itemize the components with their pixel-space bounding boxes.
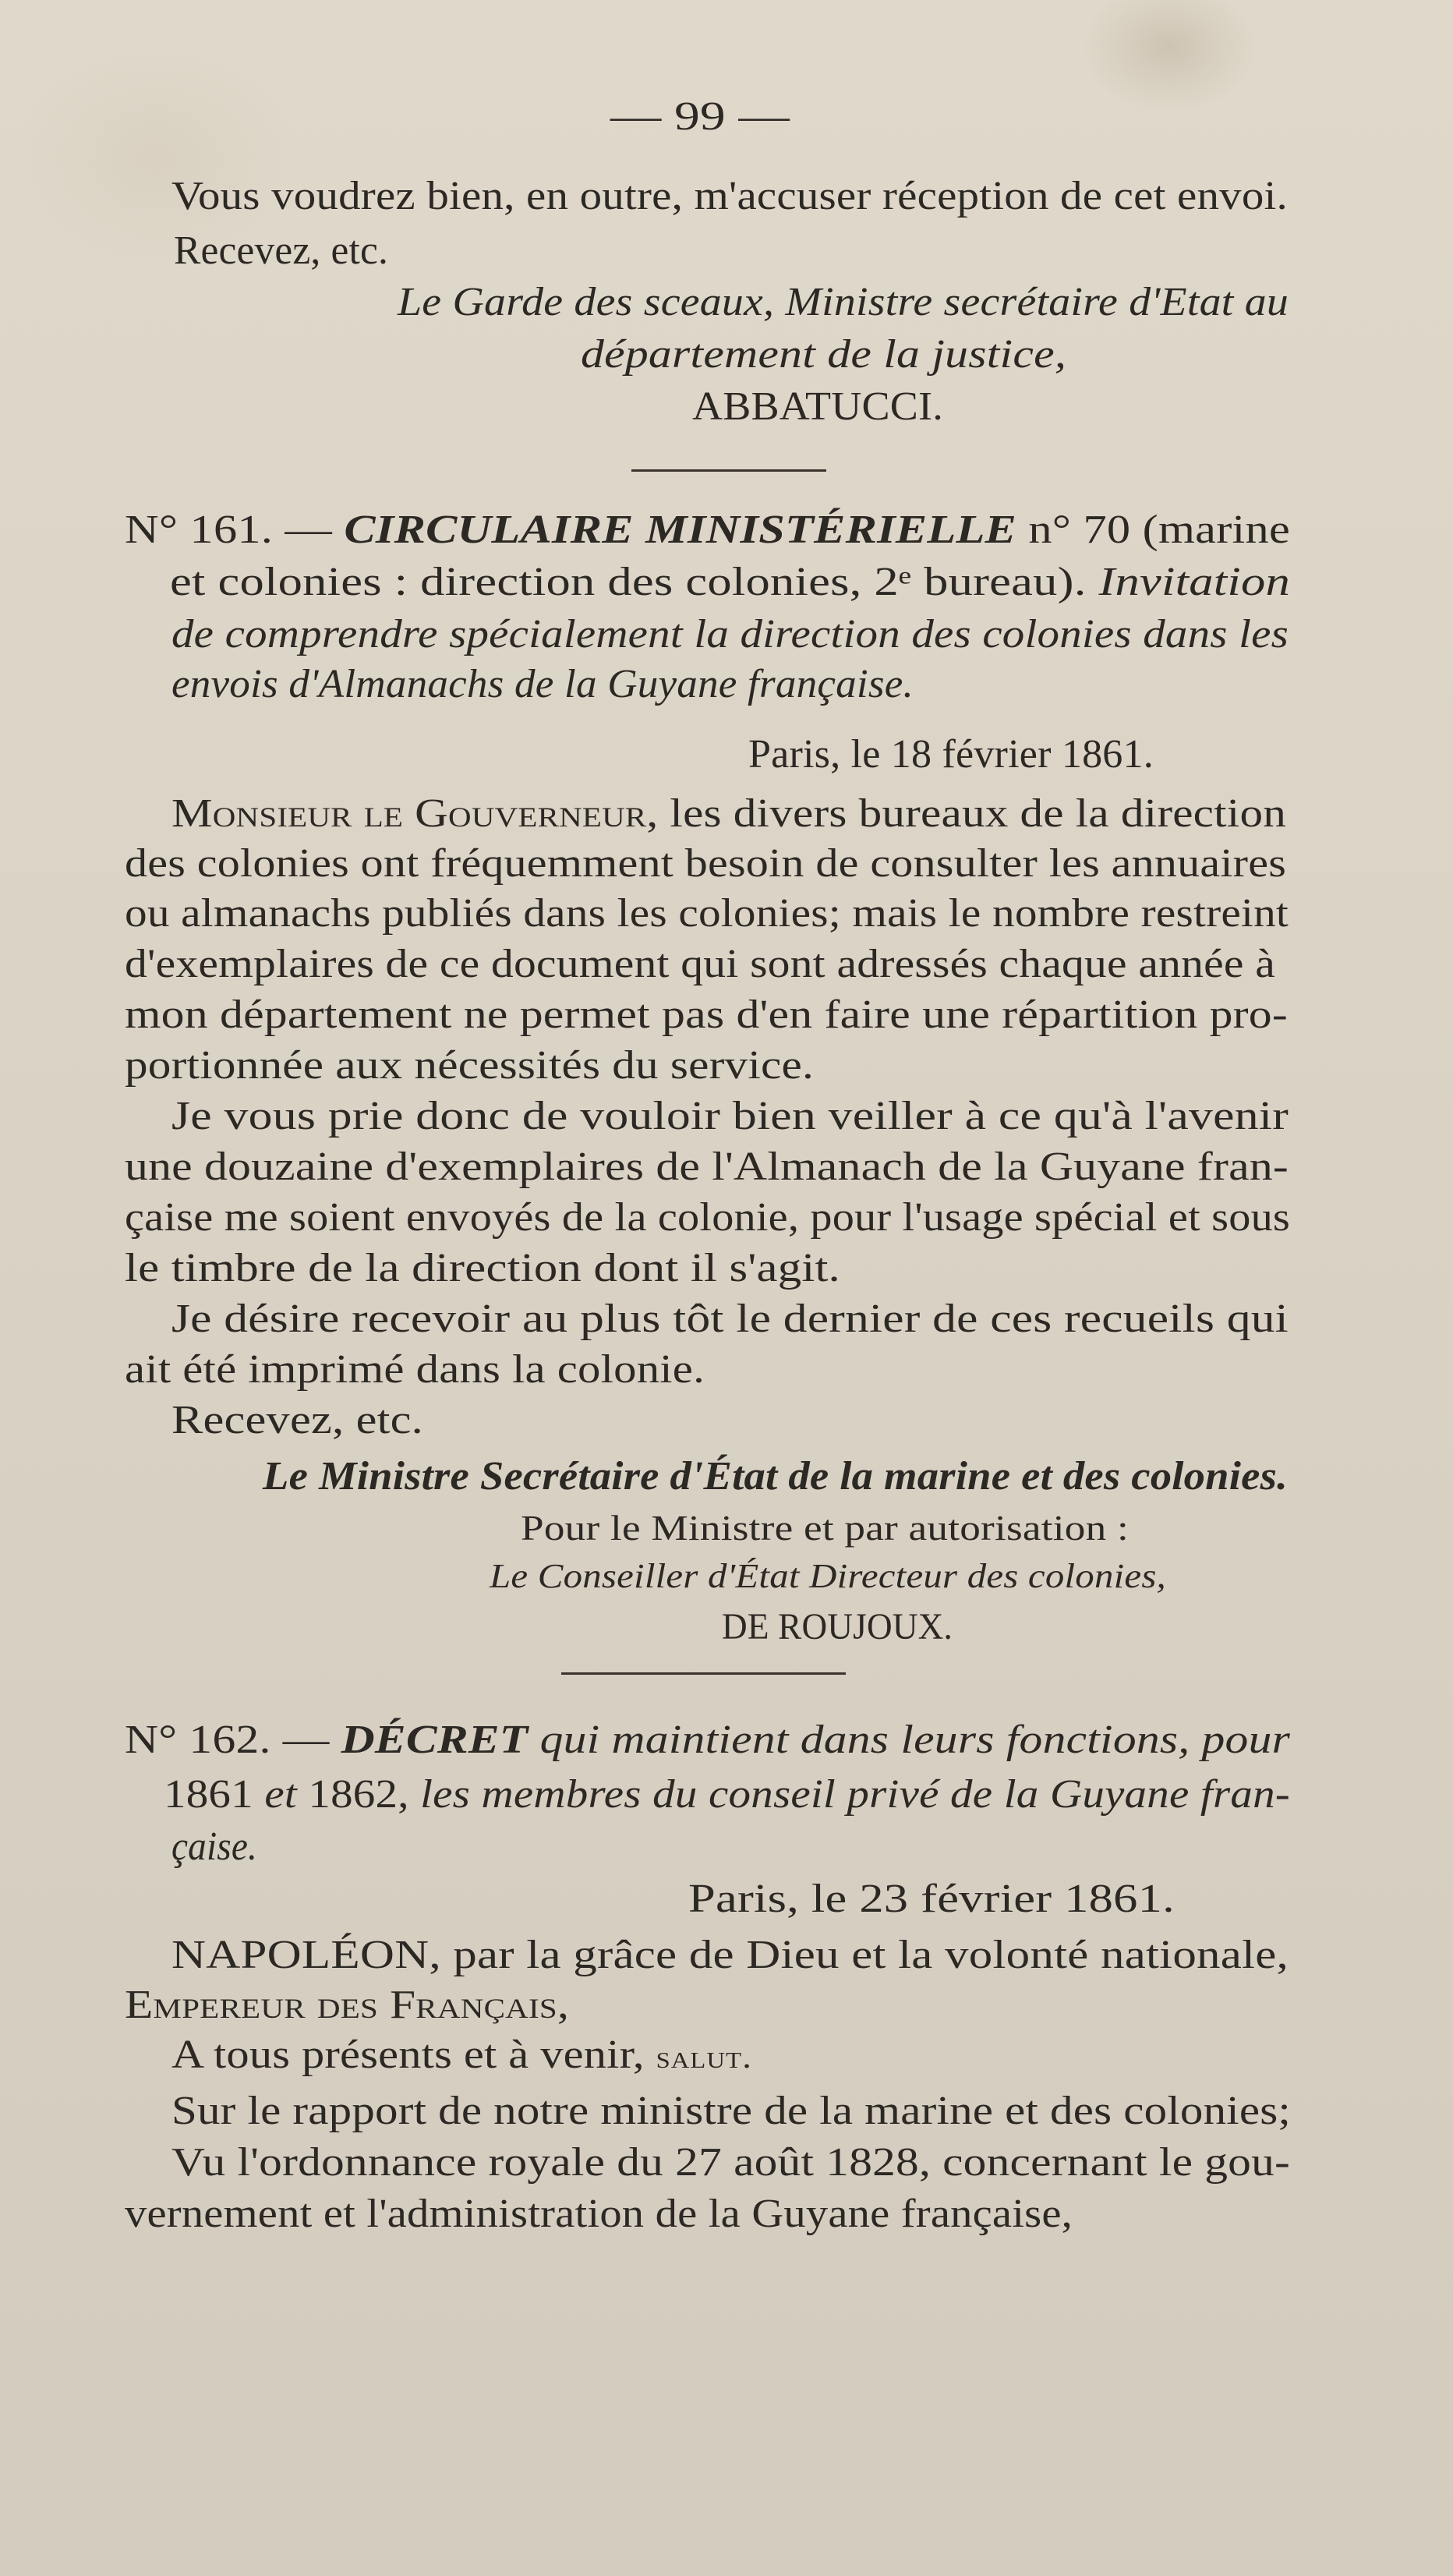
heading-rest: n° 70 (marine	[1028, 508, 1290, 552]
text-line: Vu l'ordonnance royale du 27 août 1828, concernant le gou-	[171, 2140, 1290, 2185]
heading-plain: et colonies : direction des colonies, 2ᵉ bureau).	[170, 560, 1087, 604]
text-line: Recevez, etc.	[174, 228, 388, 273]
text-line: vernement et l'administration de la Guyane française,	[125, 2192, 1073, 2236]
signature-name: DE ROUJOUX.	[722, 1606, 953, 1647]
date-line: Paris, le 18 février 1861.	[748, 732, 1154, 777]
text-line: portionnée aux nécessités du service.	[125, 1043, 814, 1088]
text-line: Je désire recevoir au plus tôt le dernier de ces recueils qui	[171, 1297, 1289, 1341]
date-line: Paris, le 23 février 1861.	[688, 1877, 1175, 1921]
section-heading: envois d'Almanachs de la Guyane française.	[171, 662, 914, 706]
text-line: d'exemplaires de ce document qui sont adressés chaque année à	[125, 942, 1275, 986]
signature-title: Pour le Ministre et par autorisation :	[521, 1508, 1129, 1548]
section-heading: N° 162. — DÉCRET qui maintient dans leurs fonctions, pour	[125, 1718, 1290, 1762]
separator-rule	[561, 1672, 846, 1675]
signature-name: ABBATUCCI.	[692, 384, 943, 429]
section-heading: de comprendre spécialement la direction des colonies dans les	[171, 612, 1289, 656]
text-line: NAPOLÉON, par la grâce de Dieu et la volonté nationale,	[171, 1933, 1289, 1977]
text-line: ou almanachs publiés dans les colonies; mais le nombre restreint	[125, 891, 1289, 936]
salutation: Monsieur le Gouverneur,	[171, 791, 659, 836]
separator-rule	[631, 469, 826, 472]
text-line: Je vous prie donc de vouloir bien veiller à ce qu'à l'avenir	[171, 1094, 1289, 1138]
text-line: Monsieur le Gouverneur, les divers bureaux de la direction	[171, 791, 1286, 836]
signature-title: Le Conseiller d'État Directeur des colonies,	[490, 1557, 1166, 1595]
text-line: des colonies ont fréquemment besoin de consulter les annuaires	[125, 841, 1286, 886]
text-line: ait été imprimé dans la colonie.	[125, 1347, 705, 1392]
text-line: A tous présents et à venir, salut.	[171, 2033, 752, 2077]
document-type: DÉCRET	[341, 1718, 529, 1762]
section-heading: çaise.	[171, 1824, 257, 1869]
text-line: Vous voudrez bien, en outre, m'accuser réception de cet envoi.	[171, 174, 1288, 218]
section-heading: N° 161. — CIRCULAIRE MINISTÉRIELLE n° 70 (marine	[125, 508, 1290, 552]
text-line: Recevez, etc.	[171, 1398, 423, 1442]
text-line: çaise me soient envoyés de la colonie, pour l'usage spécial et sous	[125, 1195, 1290, 1240]
signature-title: département de la justice,	[581, 332, 1066, 377]
text-line: le timbre de la direction dont il s'agit.	[125, 1246, 840, 1290]
section-heading: 1861 et 1862, les membres du conseil privé de la Guyane fran-	[164, 1772, 1290, 1817]
page-number: — 99 —	[610, 94, 790, 139]
section-number: N° 161.	[125, 508, 274, 552]
heading-italic: Invitation	[1098, 560, 1290, 604]
text-line: Sur le rapport de notre ministre de la marine et des colonies;	[171, 2089, 1291, 2133]
document-type: CIRCULAIRE MINISTÉRIELLE	[344, 508, 1017, 552]
salut: salut.	[656, 2040, 752, 2075]
signature-title: Le Garde des sceaux, Ministre secrétaire d'Etat au	[398, 280, 1289, 324]
signature-title: Le Ministre Secrétaire d'État de la marine et des colonies.	[263, 1454, 1288, 1499]
heading-rest: qui maintient dans leurs fonctions, pour	[539, 1718, 1290, 1762]
text-line: Empereur des Français,	[125, 1983, 569, 2027]
text-line: une douzaine d'exemplaires de l'Almanach de la Guyane fran-	[125, 1145, 1289, 1189]
text-line: mon département ne permet pas d'en faire une répartition pro-	[125, 993, 1288, 1037]
section-number: N° 162.	[125, 1718, 271, 1762]
section-heading	[170, 557, 1290, 607]
